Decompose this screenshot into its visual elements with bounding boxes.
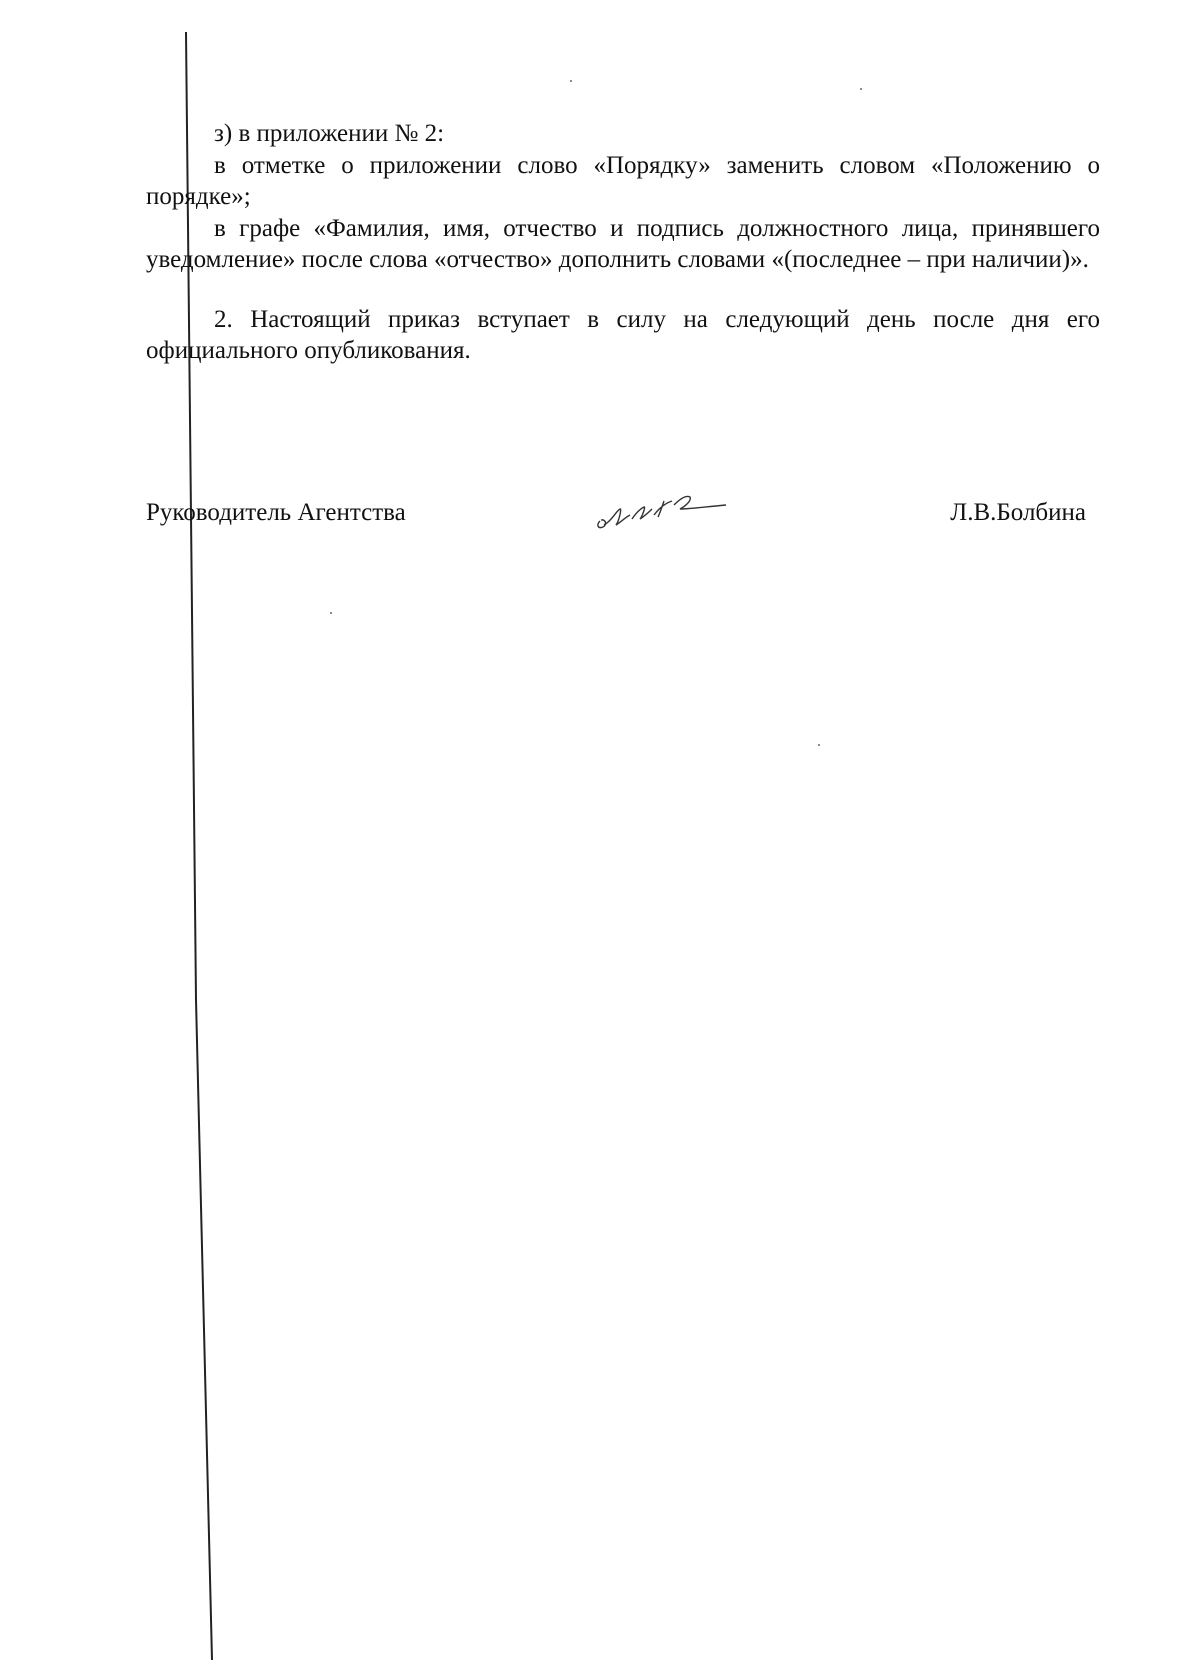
signatory-name: Л.В.Болбина — [950, 499, 1086, 526]
scan-speck — [330, 612, 332, 614]
handwritten-signature — [586, 481, 746, 541]
signature-row — [146, 489, 1100, 539]
scan-speck — [818, 744, 820, 746]
paragraph-replace-word: в отметке о приложении слово «Порядку» заменить словом «Положению о порядке»; — [146, 152, 1100, 210]
signatory-title: Руководитель Агентства — [146, 499, 406, 526]
paragraph-column-addition: в графе «Фамилия, имя, отчество и подпись должностного лица, принявшего уведомление» после слова «отчество» дополнить словами «(последнее – при наличии)». — [146, 215, 1100, 273]
scan-speck — [860, 88, 862, 90]
paragraph-appendix-2: з) в приложении № 2: — [214, 120, 445, 147]
paragraph-effective-date: 2. Настоящий приказ вступает в силу на следующий день после дня его официального опубликования. — [146, 306, 1100, 364]
document-body — [146, 118, 1100, 366]
scan-speck — [570, 80, 572, 82]
